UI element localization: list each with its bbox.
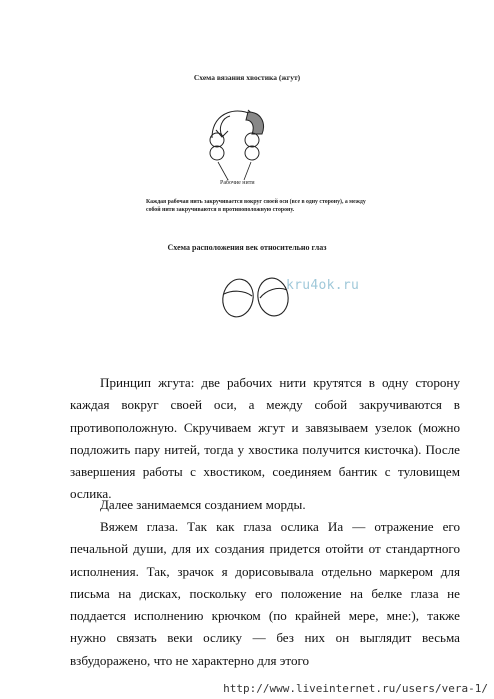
scheme-twist-title: Схема вязания хвостика (жгут): [193, 73, 301, 82]
paragraph-twist-principle: Принцип жгута: две рабочих нити крутятся в одну сторону каждая вокруг своей оси, а между собой закручиваются в противоположную. Скручиваем жгут и завязываем узелок (можно подложить пару нитей, тогда у хвостика получится кисточка). После завершения работы с хвостиком, соединяем бантик с туловищем ослика.: [70, 375, 460, 502]
paragraph-face: Далее занимаемся созданием морды.: [100, 497, 306, 512]
paragraph-eyes: Вяжем глаза. Так как глаза ослика Иа — отражение его печальной души, для их создания придется отойти от стандартного исполнения. Так, зрачок я дорисовывала отдельно маркером для письма на дисках, поскольку его положение на белке глаза не поддается исполнению крючком (по крайней мере, мне:), также нужно связать веки ослику — без них он выглядит весьма взбудоражено, что не характерно для этого: [70, 519, 460, 668]
twist-scheme-caption: Каждая рабочая нить закручивается вокруг своей оси (все в одну сторону), а между собой нити закручиваются в противоположную сторону.: [146, 199, 366, 213]
watermark: kru4ok.ru: [286, 278, 360, 293]
working-threads-label: Рабочие нити: [220, 180, 255, 186]
left-eyelid-line: [224, 291, 252, 296]
scheme-eyelid-title: Схема расположения век относительно глаз: [167, 243, 327, 252]
right-eyelid-line: [260, 288, 287, 298]
source-url[interactable]: http://www.liveinternet.ru/users/vera-1/: [223, 682, 488, 695]
left-eye-outline: [219, 276, 256, 319]
